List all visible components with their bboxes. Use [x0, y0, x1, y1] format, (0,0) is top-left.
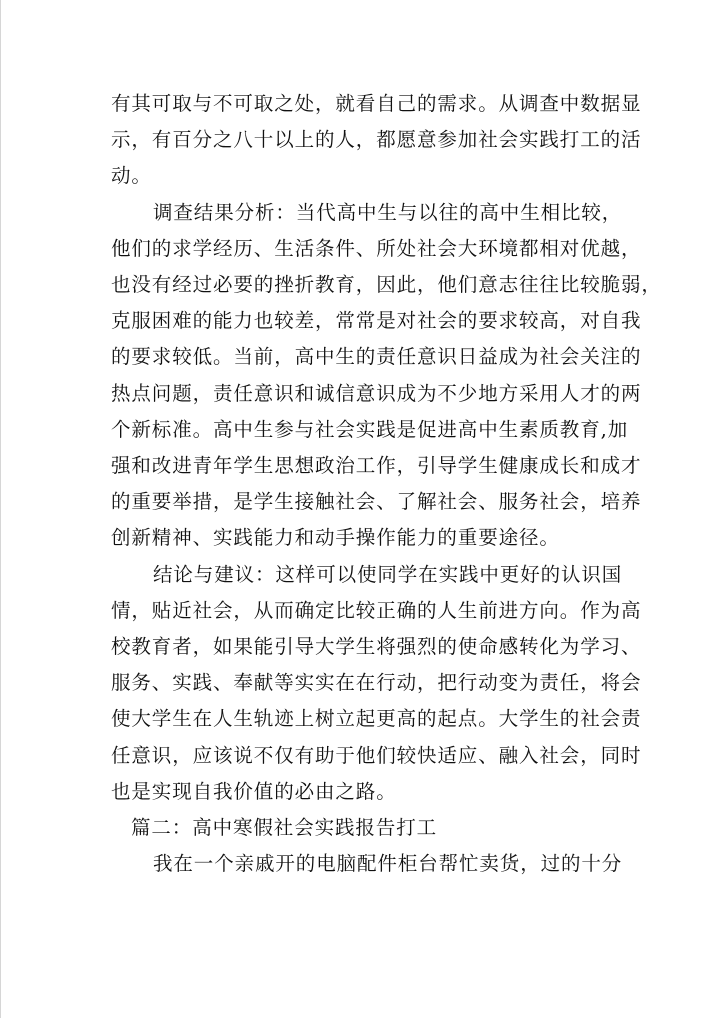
text-line: 强和改进青年学生思想政治工作，引导学生健康成长和成才 [111, 454, 642, 478]
text-line: 任意识，应该说不仅有助于他们较快适应、融入社会，同时 [111, 743, 642, 767]
text-line: 创新精神、实践能力和动手操作能力的重要途径。 [111, 526, 560, 550]
text-line: 的要求较低。当前，高中生的责任意识日益成为社会关注的 [111, 345, 642, 369]
text-line: 也是实现自我价值的必由之路。 [111, 779, 397, 803]
text-line: 情，贴近社会，从而确定比较正确的人生前进方向。作为高 [111, 598, 642, 622]
text-line: 有其可取与不可取之处，就看自己的需求。从调查中数据显 [111, 92, 642, 115]
section-heading: 篇二：高中寒假社会实践报告打工 [131, 816, 438, 840]
text-line: 也没有经过必要的挫折教育，因此，他们意志往往比较脆弱， [111, 273, 662, 297]
text-line: 校教育者，如果能引导大学生将强烈的使命感转化为学习、 [111, 635, 642, 659]
text-line: 示，有百分之八十以上的人，都愿意参加社会实践打工的活 [111, 128, 642, 152]
text-line: 我在一个亲戚开的电脑配件柜台帮忙卖货，过的十分 [153, 852, 623, 876]
text-line: 调查结果分析：当代高中生与以往的高中生相比较， [153, 200, 623, 224]
text-line: 个新标准。高中生参与社会实践是促进高中生素质教育,加 [111, 417, 629, 441]
paragraph-analysis [111, 195, 662, 557]
text-line: 动。 [111, 164, 152, 188]
paragraph-last [111, 846, 623, 882]
text-line: 的重要举措，是学生接触社会、了解社会、服务社会，培养 [111, 490, 642, 514]
text-line: 他们的求学经历、生活条件、所处社会大环境都相对优越， [111, 236, 642, 260]
text-line: 服务、实践、奉献等实实在在行动，把行动变为责任，将会 [111, 671, 642, 695]
text-line: 结论与建议：这样可以使同学在实践中更好的认识国 [153, 562, 623, 586]
text-line: 克服困难的能力也较差，常常是对社会的要求较高，对自我 [111, 309, 642, 333]
text-line: 使大学生在人生轨迹上树立起更高的起点。大学生的社会责 [111, 707, 642, 731]
document-body [111, 86, 662, 882]
text-line: 热点问题，责任意识和诚信意识成为不少地方采用人才的两 [111, 381, 642, 405]
paragraph-conclusion [111, 557, 642, 810]
paragraph-intro [111, 86, 642, 195]
